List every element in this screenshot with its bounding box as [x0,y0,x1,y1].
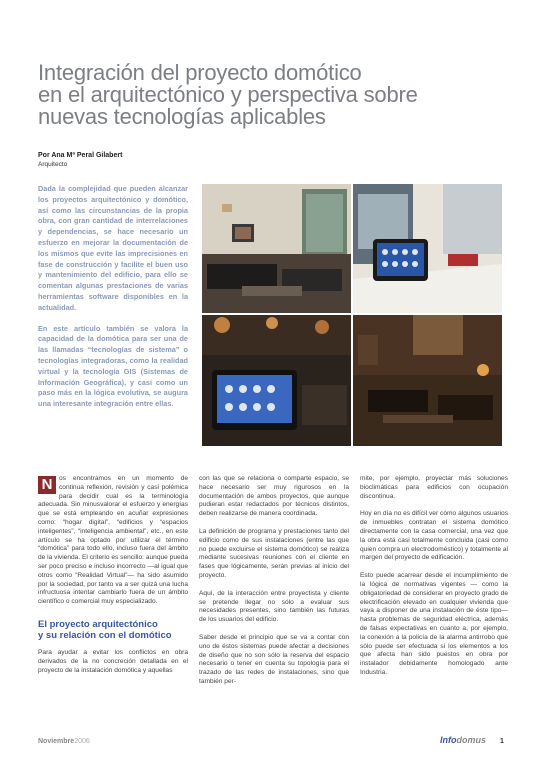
footer-date [38,738,90,745]
author-name: Por Ana Mª Peral Gilabert [38,152,123,159]
intro-summary [38,184,188,420]
section-heading [38,619,188,641]
footer-year: 2006 [74,738,90,745]
col2-paragraph-1: con las que se relaciona o comparte espacio, se hace necesario ser muy rigurosos en la documentación de ambos proyectos, que aunque pudieran estar redactados por técnicos distintos, deben realizarse de manera coordinada. [199,475,349,518]
col3-paragraph-1: mite, por ejemplo, proyectar más soluciones bioclimáticas para edificios con ocupación discontinua. [360,475,508,500]
footer-logo [440,735,486,745]
col1-paragraph-1-text: os encontramos en un momento de continua reflexión, revisión y casi polémica para decidir cual es la terminología adecuada. Sin minusvalorar el esfuerzo y energías que se está empleando en acuñar expresiones como: “hogar digital”, “edificios y “espacios inteligentes”, “inteligencia ambiental”, etc., en este artículo se ha optado por utilizar el término “domótica” para todo ello, incluso fuera del ámbito de la vivienda. El criterio es sencillo: aunque pueda ser poco preciso e incluso incorrecto —al igual que otros como “Realidad Virtual”— ha sido asumido por la sociedad, por tanto va a ser quizá una lucha infructuosa intentar cambiarlo fuera de un ámbito científico o comercial muy especializado. [38,475,188,606]
section-heading-line-2: y su relación con el domótico [38,629,172,641]
col3-paragraph-2: Hoy en día no es difícil ver cómo algunos usuarios de inmuebles contratan el sistema domótico directamente con la casa comercial, una vez que la obra está casi totalmente concluida (casi como quien compra un electrodoméstico) y totalmente al margen del proyecto de edificación. [360,510,508,562]
col2-paragraph-2: La definición de programa y prestaciones tanto del edificio como de sus instalaciones (entre las que no puede excluirse el sistema domótico) se realiza mediante sucesivas reuniones con el cliente en fases que lógicamente, serán previas al inicio del proyecto. [199,527,349,579]
body-column-3 [360,475,508,678]
logo-part-b: domus [456,735,487,745]
photo-touch-panel-counter [353,184,502,313]
body-column-1 [38,475,188,675]
col1-paragraph-1 [38,475,188,607]
body-column-2 [199,475,349,687]
intro-paragraph-2: En este artículo también se valora la capacidad de la domótica para ser una de las llamadas “tecnologías de sistema” o tecnologías integradoras, como la realidad virtual y la tecnología GIS (Sistemas de Información Geográfica), y casi como un paso más en la lógica evolutiva, se augura una interesante integración entre ellas. [38,323,188,409]
title-line-3: nuevas tecnologías aplicables [38,104,326,129]
col2-paragraph-3: Aquí, de la interacción entre proyectista y cliente se pretende llegar no sólo a evaluar sus necesidades presentes, sino también las futuras de los usuarios del edificio. [199,589,349,624]
author-role: Arquitecto [38,161,68,168]
section-heading-line-1: El proyecto arquitectónico [38,618,158,630]
title-line-1: Integración del proyecto domótico [38,60,362,85]
page-number: 1 [500,738,504,745]
col3-paragraph-3: Esto puede acarrear desde el incumplimiento de la lógica de normativas vigentes — como la obligatoriedad de considerar en proyecto grado de electrificación elevado en cualquier vivienda que vaya a disponer de una instalación de éste tipo— hasta problemas de seguridad eléctrica, además de falsas expectativas en cuanto a, por ejemplo, la conexión a la policía de la alarma antirrobo que sólo puede ser efectuada si los elementos a los que afecta han sido puestos en obra por instalador debidamente homologado ante Industria. [360,572,508,676]
photo-collage [202,184,502,446]
logo-part-a: Info [440,735,457,745]
article-title [38,62,518,128]
title-line-2: en el arquitectónico y perspectiva sobre [38,82,418,107]
col1-paragraph-2: Para ayudar a evitar los conflictos en obra derivados de la no concreción detallada en el proyecto de la instalación domótica y aquellas [38,648,188,674]
photo-touch-panel-dark [202,315,351,446]
photo-living-room [202,184,351,313]
footer-month: Noviembre [38,738,75,745]
col2-paragraph-4: Saber desde el principio que se va a contar con uno de éstos sistemas puede afectar a decisiones de diseño que no son sólo la reserva del espacio necesario o tener en cuenta su topología para el trazado de las redes de instalaciones, sino que también per- [199,633,349,685]
dropcap: N [38,476,56,494]
photo-evening-lounge [353,315,502,446]
intro-paragraph-1: Dada la complejidad que pueden alcanzar los proyectos arquitectónico y domótico, así como las circunstancias de la propia obra, con gran cantidad de interrelaciones y dependencias, se hace necesario un esfuerzo en mejorar la documentación de los mismos que evite las imprecisiones en fase de construcción y facilite el buen uso y mantenimiento del edificio, para ello se comentan algunas prestaciones de varias herramientas software disponibles en la actualidad. [38,184,188,312]
